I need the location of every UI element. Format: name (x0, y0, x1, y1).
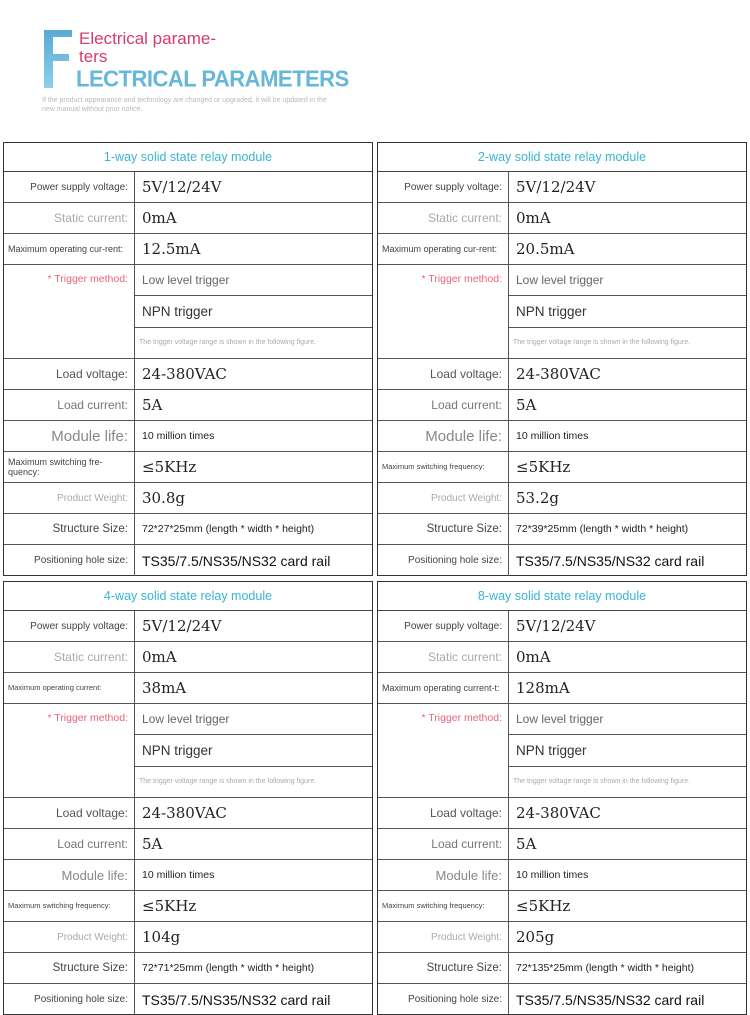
value-life: 10 million times (142, 869, 215, 881)
label-hole: Positioning hole size: (378, 984, 509, 1015)
row-hole (378, 545, 746, 576)
header-title-cn-line1: Electrical parame- (79, 29, 216, 48)
row-weight (4, 483, 372, 514)
value-power: 5V/12/24V (516, 617, 596, 635)
label-load-current: Load current: (378, 390, 509, 420)
value-load-current: 5A (142, 396, 163, 414)
table-1-way (3, 142, 373, 576)
row-trigger (4, 265, 372, 359)
row-weight (4, 922, 372, 953)
value-max-op: 20.5mA (516, 240, 575, 258)
label-power: Power supply voltage: (4, 611, 135, 641)
row-load-current (4, 390, 372, 421)
table-title: 4-way solid state relay module (4, 582, 372, 611)
label-weight: Product Weight: (4, 922, 135, 952)
row-hole (4, 545, 372, 576)
header-note (42, 96, 342, 114)
row-load-current (378, 829, 746, 860)
value-structure: 72*135*25mm (length * width * height) (516, 962, 695, 974)
value-structure: 72*27*25mm (length * width * height) (142, 523, 315, 535)
row-static (4, 642, 372, 673)
row-life (378, 860, 746, 891)
value-static: 0mA (142, 648, 177, 666)
table-8-way (377, 581, 747, 1015)
row-life (4, 421, 372, 452)
value-trigger-note: The trigger voltage range is shown in the following figure. (139, 339, 317, 347)
label-hole: Positioning hole size: (4, 545, 135, 576)
label-static: Static current: (378, 642, 509, 672)
value-power: 5V/12/24V (516, 178, 596, 196)
row-structure (378, 953, 746, 984)
value-structure: 72*71*25mm (length * width * height) (142, 962, 315, 974)
row-power (4, 172, 372, 203)
row-load-voltage (378, 798, 746, 829)
value-weight: 205g (516, 928, 555, 946)
value-weight: 104g (142, 928, 181, 946)
row-max-op (378, 673, 746, 704)
value-load-voltage: 24-380VAC (142, 804, 227, 822)
table-2-way (377, 142, 747, 576)
value-static: 0mA (516, 209, 551, 227)
header-title-cn (79, 30, 216, 66)
letter-f-logo (44, 30, 74, 88)
label-trigger: * Trigger method: (4, 265, 135, 358)
row-structure (378, 514, 746, 545)
label-trigger: * Trigger method: (378, 704, 509, 797)
label-max-switch: Maximum switching fre-quency: (4, 452, 135, 482)
value-load-current: 5A (516, 396, 537, 414)
label-load-voltage: Load voltage: (4, 359, 135, 389)
label-load-current: Load current: (4, 390, 135, 420)
value-trigger-npn: NPN trigger (516, 303, 587, 319)
row-max-switch (4, 891, 372, 922)
table-title: 2-way solid state relay module (378, 143, 746, 172)
row-max-op (4, 234, 372, 265)
value-trigger-note: The trigger voltage range is shown in the following figure. (513, 778, 691, 786)
label-load-voltage: Load voltage: (4, 798, 135, 828)
value-load-voltage: 24-380VAC (516, 804, 601, 822)
label-trigger: * Trigger method: (4, 704, 135, 797)
label-max-op: Maximum operating cur-rent: (378, 234, 509, 264)
value-weight: 30.8g (142, 489, 186, 507)
row-structure (4, 514, 372, 545)
value-load-voltage: 24-380VAC (142, 365, 227, 383)
label-structure: Structure Size: (378, 953, 509, 983)
label-life: Module life: (378, 421, 509, 451)
header-title-en: LECTRICAL PARAMETERS (76, 65, 349, 92)
label-life: Module life: (378, 860, 509, 890)
row-trigger (4, 704, 372, 798)
value-trigger-npn: NPN trigger (142, 742, 213, 758)
label-hole: Positioning hole size: (378, 545, 509, 576)
row-weight (378, 922, 746, 953)
value-trigger-low: Low level trigger (142, 273, 230, 288)
value-static: 0mA (516, 648, 551, 666)
row-load-current (378, 390, 746, 421)
row-max-op (4, 673, 372, 704)
label-static: Static current: (4, 203, 135, 233)
value-hole: TS35/7.5/NS35/NS32 card rail (142, 552, 331, 569)
label-static: Static current: (4, 642, 135, 672)
row-load-voltage (4, 798, 372, 829)
label-power: Power supply voltage: (4, 172, 135, 202)
label-max-op: Maximum operating current-t: (378, 673, 509, 703)
label-power: Power supply voltage: (378, 172, 509, 202)
row-trigger (378, 704, 746, 798)
value-power: 5V/12/24V (142, 178, 222, 196)
value-hole: TS35/7.5/NS35/NS32 card rail (516, 552, 705, 569)
value-max-switch: ≤5KHz (516, 897, 571, 915)
value-trigger-npn: NPN trigger (516, 742, 587, 758)
value-trigger-low: Low level trigger (142, 712, 230, 727)
label-max-switch: Maximum switching frequency: (378, 891, 509, 921)
row-trigger (378, 265, 746, 359)
label-load-current: Load current: (4, 829, 135, 859)
table-title: 8-way solid state relay module (378, 582, 746, 611)
row-power (4, 611, 372, 642)
value-trigger-note: The trigger voltage range is shown in the following figure. (513, 339, 691, 347)
value-power: 5V/12/24V (142, 617, 222, 635)
label-structure: Structure Size: (4, 514, 135, 544)
row-static (378, 642, 746, 673)
row-power (378, 611, 746, 642)
table-title: 1-way solid state relay module (4, 143, 372, 172)
label-weight: Product Weight: (378, 483, 509, 513)
label-load-voltage: Load voltage: (378, 359, 509, 389)
value-trigger-low: Low level trigger (516, 273, 604, 288)
label-structure: Structure Size: (4, 953, 135, 983)
value-weight: 53.2g (516, 489, 560, 507)
label-hole: Positioning hole size: (4, 984, 135, 1015)
value-max-switch: ≤5KHz (516, 458, 571, 476)
value-trigger-npn: NPN trigger (142, 303, 213, 319)
value-max-op: 128mA (516, 679, 570, 697)
value-hole: TS35/7.5/NS35/NS32 card rail (142, 991, 331, 1008)
label-structure: Structure Size: (378, 514, 509, 544)
label-power: Power supply voltage: (378, 611, 509, 641)
row-max-switch (378, 452, 746, 483)
value-max-op: 38mA (142, 679, 187, 697)
row-max-switch (4, 452, 372, 483)
value-structure: 72*39*25mm (length * width * height) (516, 523, 689, 535)
value-max-switch: ≤5KHz (142, 897, 197, 915)
value-load-current: 5A (142, 835, 163, 853)
value-life: 10 million times (516, 430, 589, 442)
value-load-voltage: 24-380VAC (516, 365, 601, 383)
row-static (378, 203, 746, 234)
label-max-switch: Maximum switching frequency: (4, 891, 135, 921)
value-life: 10 million times (516, 869, 589, 881)
row-max-switch (378, 891, 746, 922)
label-weight: Product Weight: (4, 483, 135, 513)
table-4-way (3, 581, 373, 1015)
row-load-voltage (4, 359, 372, 390)
value-trigger-low: Low level trigger (516, 712, 604, 727)
row-hole (378, 984, 746, 1015)
row-load-voltage (378, 359, 746, 390)
row-hole (4, 984, 372, 1015)
row-max-op (378, 234, 746, 265)
label-life: Module life: (4, 860, 135, 890)
row-weight (378, 483, 746, 514)
label-trigger: * Trigger method: (378, 265, 509, 358)
label-max-op: Maximum operating cur-rent: (4, 234, 135, 264)
header-title-cn-line2: ters (79, 47, 108, 66)
value-load-current: 5A (516, 835, 537, 853)
page-header (0, 0, 750, 140)
header-note-line1: If the product appearance and technology are changed or upgraded, it will be updated in the (42, 97, 327, 104)
row-structure (4, 953, 372, 984)
label-max-switch: Maximum switching frequency: (378, 452, 509, 482)
row-load-current (4, 829, 372, 860)
row-power (378, 172, 746, 203)
label-load-voltage: Load voltage: (378, 798, 509, 828)
value-life: 10 million times (142, 430, 215, 442)
label-weight: Product Weight: (378, 922, 509, 952)
label-load-current: Load current: (378, 829, 509, 859)
row-life (4, 860, 372, 891)
label-max-op: Maximum operating current: (4, 673, 135, 703)
label-static: Static current: (378, 203, 509, 233)
value-trigger-note: The trigger voltage range is shown in the following figure. (139, 778, 317, 786)
header-note-line2: new manual without prior notice. (42, 106, 143, 113)
value-max-op: 12.5mA (142, 240, 201, 258)
row-life (378, 421, 746, 452)
value-max-switch: ≤5KHz (142, 458, 197, 476)
row-static (4, 203, 372, 234)
value-static: 0mA (142, 209, 177, 227)
label-life: Module life: (4, 421, 135, 451)
value-hole: TS35/7.5/NS35/NS32 card rail (516, 991, 705, 1008)
